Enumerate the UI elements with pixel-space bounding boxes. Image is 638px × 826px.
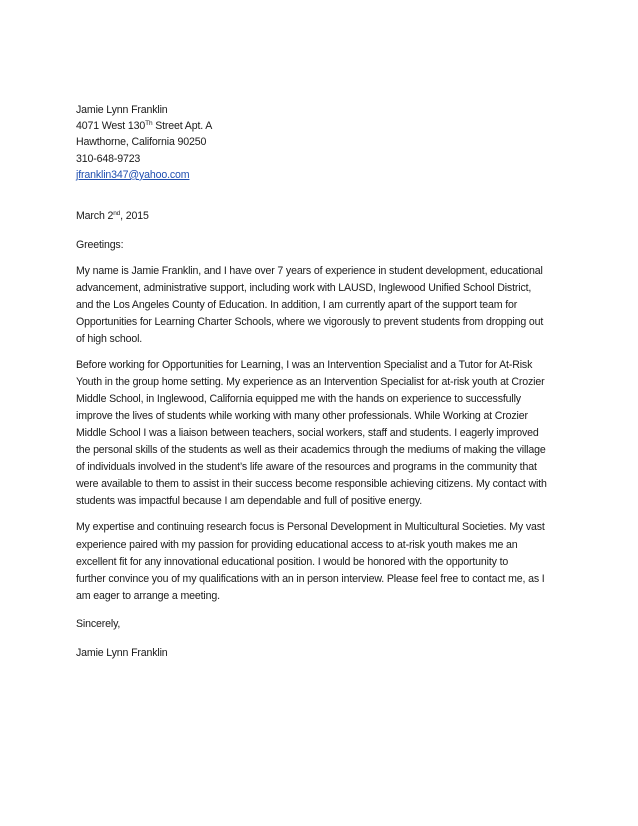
letter-greeting: Greetings: (76, 239, 124, 252)
paragraph-line: Middle School I was a liaison between teachers, social workers, staff and students. I eagerly improved (76, 427, 539, 440)
paragraph-line: the personal skills of the students as well as their academics through the mediums of making the village (76, 444, 546, 457)
paragraph-line: excellent fit for any innovational educational position. I would be honored with the opportunity to (76, 555, 509, 568)
paragraph-line: further convince you of my qualifications with an in person interview. Please feel free to contact me, as I (76, 572, 545, 585)
date-year: , 2015 (120, 210, 149, 223)
body-paragraph-3 (76, 519, 562, 604)
paragraph-line: My expertise and continuing research focus is Personal Development in Multicultural Societies. My vast (76, 521, 545, 534)
paragraph-line: Before working for Opportunities for Learning, I was an Intervention Specialist and a Tutor for At-Risk (76, 359, 533, 372)
sender-street-address (76, 118, 562, 134)
paragraph-line: advancement, administrative support, including work with LAUSD, Inglewood Unified School District, (76, 281, 532, 294)
paragraph-line: were available to them to assist in their success become responsible achieving citizens. My contact with (76, 478, 547, 491)
body-paragraph-2 (76, 357, 562, 510)
paragraph-line: am eager to arrange a meeting. (76, 589, 220, 602)
letter-page (76, 102, 562, 662)
paragraph-line: and the Los Angeles County of Education. In addition, I am currently apart of the support team for (76, 298, 518, 311)
letter-closing: Sincerely, (76, 617, 121, 630)
sender-email-link[interactable]: jfranklin347@yahoo.com (76, 168, 190, 181)
street-number-text: 4071 West 130 (76, 120, 146, 133)
letter-signature: Jamie Lynn Franklin (76, 647, 168, 660)
sender-address-block (76, 102, 562, 183)
paragraph-line: My name is Jamie Franklin, and I have over 7 years of experience in student development, educational (76, 264, 543, 277)
street-ordinal-suffix: Th (145, 120, 153, 128)
paragraph-line: improve the lives of students while working with many other professionals. While Working at Crozier (76, 410, 528, 423)
date-ordinal-suffix: nd (113, 210, 121, 218)
body-paragraph-1 (76, 263, 562, 348)
paragraph-line: students was impactful because I am dependable and full of positive energy. (76, 495, 423, 508)
paragraph-line: Opportunities for Learning Charter Schools, where we vigorously to prevent students from dropping out (76, 315, 544, 328)
paragraph-line: Middle School, in Inglewood, California equipped me with the hands on experience to successfully (76, 393, 521, 406)
letter-date (76, 208, 562, 224)
street-name-text: Street Apt. A (152, 120, 213, 133)
sender-name: Jamie Lynn Franklin (76, 104, 168, 116)
paragraph-line: experience paired with my passion for providing educational access to at-risk youth makes me an (76, 538, 518, 551)
sender-phone: 310-648-9723 (76, 152, 141, 165)
paragraph-line: of individuals involved in the student’s life aware of the resources and programs in the community that (76, 461, 537, 474)
date-month-day: March 2 (76, 210, 114, 223)
sender-city-line: Hawthorne, California 90250 (76, 136, 207, 149)
paragraph-line: of high school. (76, 333, 143, 346)
paragraph-line: Youth in the group home setting. My experience as an Intervention Specialist for at-risk youth at Crozier (76, 376, 545, 389)
